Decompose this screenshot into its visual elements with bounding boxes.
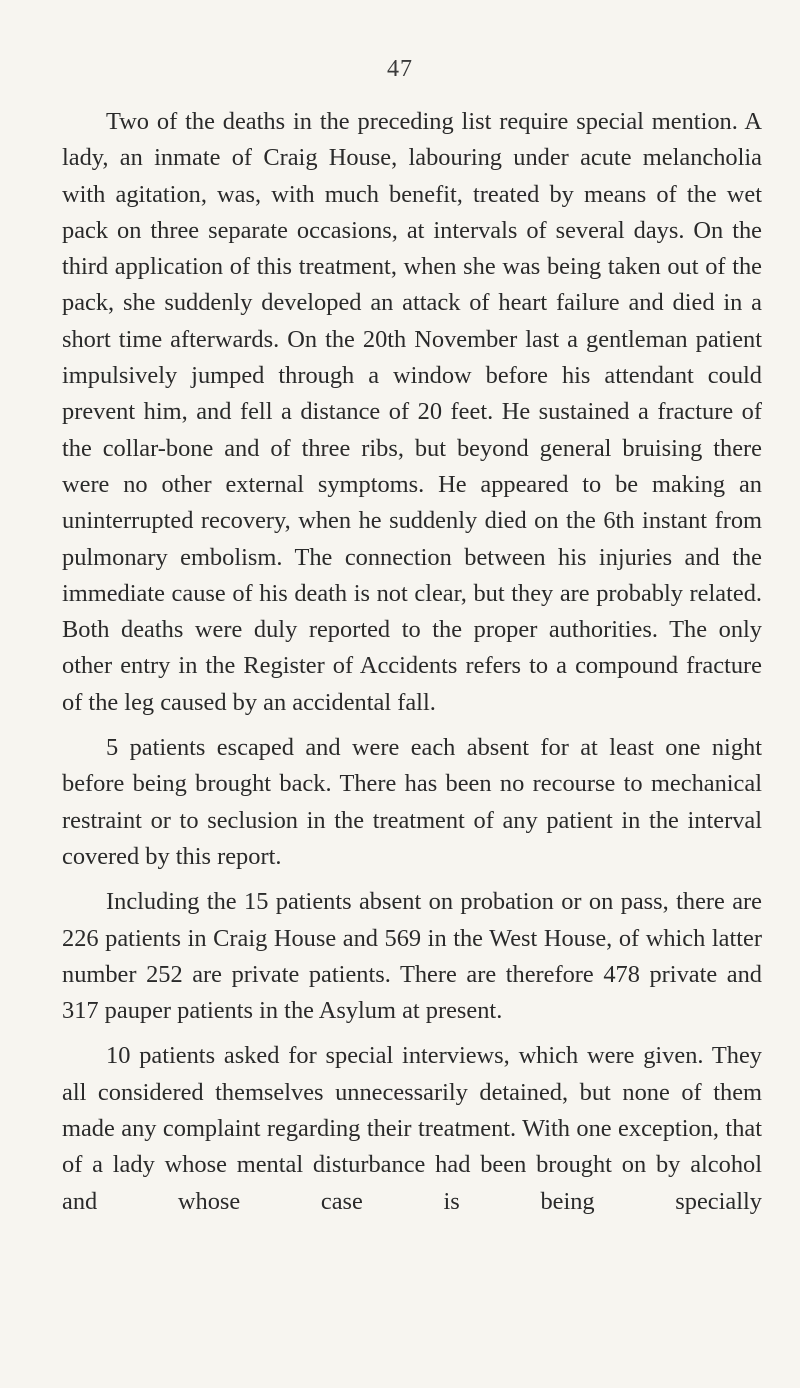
paragraph-interviews: 10 patients asked for special interviews, which were given. They all considered themselves unnecessarily detained, but none of them made any complaint regarding their treatment. With one exception, that of a lady whose mental disturbance had been brought on by alcohol and whose case is being specially	[62, 1042, 762, 1215]
paragraph-escapes: 5 patients escaped and were each absent for at least one night before being brought back. There has been no recourse to mechanical restraint or to seclusion in the treatment of any patient in the interval covered by this report.	[62, 734, 762, 870]
paragraph-deaths: Two of the deaths in the preceding list require special mention. A lady, an inmate of Craig House, labouring under acute melancholia with agitation, was, with much benefit, treated by means of the wet pack on three separate occasions, at intervals of several days. On the third application of this treatment, when she was being taken out of the pack, she suddenly developed an attack of heart failure and died in a short time afterwards. On the 20th November last a gentleman patient impulsively jumped through a window before his attendant could prevent him, and fell a distance of 20 feet. He sustained a fracture of the collar-bone and of three ribs, but beyond general bruising there were no other external symptoms. He appeared to be making an uninterrupted recovery, when he suddenly died on the 6th instant from pulmonary embolism. The connection between his injuries and the immediate cause of his death is not clear, but they are probably related. Both deaths were duly reported to the proper authorities. The only other entry in the Register of Accidents refers to a compound fracture of the leg caused by an accidental fall.	[62, 108, 762, 716]
page-body	[62, 104, 762, 1220]
paragraph-patient-counts: Including the 15 patients absent on probation or on pass, there are 226 patients in Craig House and 569 in the West House, of which latter number 252 are private patients. There are therefore 478 private and 317 pauper patients in the Asylum at present.	[62, 888, 762, 1025]
page-number: 47	[387, 56, 413, 82]
